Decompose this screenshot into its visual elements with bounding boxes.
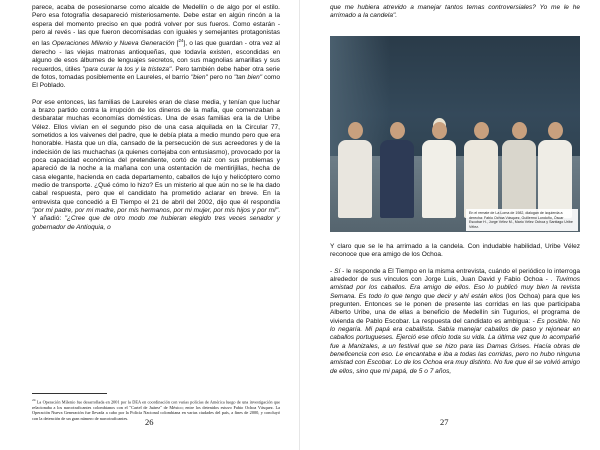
text-run: - le responde a El Tiempo en la misma entrevista, cuándo el periódico lo interroga alrededor de sus vínculos con Jorge Luis, Juan David y Fabio Ochoa - bbox=[330, 267, 581, 284]
left-paragraph-1 bbox=[32, 4, 280, 91]
text-run: "tan bien" bbox=[234, 73, 263, 81]
left-page-body bbox=[32, 4, 280, 232]
text-run: pero no bbox=[207, 73, 235, 81]
text-run: "¿Cree que de otro modo me hubieran elegido tres veces senador y gobernador de Antioquia, o bbox=[32, 215, 280, 231]
text-run: Es posible. No lo negaría. Mi papá era caballista. Sabía manejar caballos de paso y rejonear en caballos portugueses. Ejerció ese oficio toda su vida. La última vez que lo acompañé fue a Manizales, a un festival que se hizo para las Damas Grises. Hacía obras de beneficencia con eso. Le encantaba e iba a todas las corridas, pero no hubo ninguna amistad con Escobar. Lo de los Ochoa era muy distinto. No fue que él se volvió amigo de ellos, sino que mi papá, de 5 o 7 años, bbox=[330, 317, 580, 375]
text-run: "bien" bbox=[190, 73, 208, 81]
text-run: ], o las que guardan - otra vez al derecho - las viejas matronas antioqueñas, que todavía existen, escondidas en alguno de esos álbumes de lenguajes secretos, con sus magnolias amarillas y sus recuerdos, útiles bbox=[32, 40, 280, 73]
photo-caption: En el remate de La Loma de 1982, dialogan de izquierda a derecha: Fabio Ochoa Vásquez, Guillermo Londoño, Óscar Escobar H., Jorge Vélez M., Mario Vélez Ochoa y Santiago Uribe Vélez. bbox=[466, 209, 578, 231]
footnote-divider bbox=[32, 393, 107, 394]
photo-person bbox=[538, 122, 572, 218]
text-run: parece, acaba de posesionarse como alcalde de Medellín o de algo por el estilo. Pero esa fotografía desapareció misteriosamente. Debe estar en algún rincón a la espera del momento preciso en que podrá volver por sus fueros. Como estarán - pero al revés - las que fueron decomisadas con iguales y semejantes protagonistas en las bbox=[32, 4, 280, 48]
text-run: Por ese entonces, las familias de Laureles eran de clase media, y tenían que luchar a brazo partido contra la irrupción de los dineros de la mafia, que comenzaban a desbaratar muchas economías domésticas. Una de esas familias era la de Uribe Vélez. Ellos vivían en el segundo piso de una casa alquilada en la Circular 77, sometidos a los vaivenes del padre, que le debía plata a medio mundo pero que era honorable. Hasta que un día, cansado de la persecución de sus acreedores y de la indecisión de las muchachas (a quienes cortejaba con entusiasmo), provocado por la poca capacidad económica del pretendiente, cortó de raíz con sus problemas y apareció de la noche a la mañana con una ostentación de mentirijillas, hecha de casa elegante, hacienda en cada departamento, caballos de lujo y helicóptero como medio de transporte. ¿Qué cómo lo hizo? Es un misterio al que aún no se le ha dado cabal respuesta, pero que el candidato ha prometido aclarar en breve. En la entrevista que concedió a El Tiempo el 21 de abril del 2002, dijo que él respondía bbox=[32, 98, 280, 206]
text-run: . Y añadió: bbox=[32, 207, 280, 223]
right-page bbox=[300, 0, 600, 450]
text-run: Operaciones Milenio y Nueva Generación bbox=[51, 40, 175, 48]
right-paragraph-1 bbox=[330, 243, 580, 260]
footnote-number: 24 bbox=[32, 398, 36, 402]
text-run: "por mi padre, por mi madre, por mis hermanos, por mi mujer, por mis hijos y por mí" bbox=[32, 207, 279, 215]
left-paragraph-2 bbox=[32, 99, 280, 233]
page-number-right: 27 bbox=[440, 417, 449, 427]
photo-person bbox=[464, 122, 498, 218]
text-run: (los Ochoa) para que les pregunten. Entonces se le ponen de presente las corridas en las que participaba Alberto Uribe, una de ellas a beneficio de Medellín sin Tugurios, el programa de vivienda de Pablo Escobar. La respuesta del candidato es ambigua: - bbox=[330, 292, 580, 325]
page-number-left: 26 bbox=[145, 417, 154, 427]
text-run: Sí bbox=[334, 267, 341, 275]
photo-person bbox=[422, 122, 456, 218]
footnote-ref: 24 bbox=[178, 38, 184, 44]
text-run: "para curar la tos y la tristeza" bbox=[82, 65, 172, 73]
text-run: como El Poblado. bbox=[32, 73, 281, 90]
photo-person bbox=[502, 122, 536, 218]
right-page-body bbox=[330, 243, 580, 376]
right-top-quote: que me hubiera atrevido a manejar tantos temas controversiales? Yo me le he arrimado a la candela". bbox=[330, 4, 580, 20]
text-run: . Pero también debe haber otra serie de fotos, tomadas posiblemente en Laureles, el barrio bbox=[32, 65, 280, 81]
right-paragraph-2 bbox=[330, 268, 580, 376]
group-photo bbox=[330, 36, 580, 232]
photo-person bbox=[380, 122, 414, 218]
photo-person bbox=[338, 122, 372, 218]
footnote-text: La Operación Milenio fue desarrollada en 2001 por la DEA en coordinación con varias policías de América luego de una investigación que relacionaba a los narcotraficantes colombianos con el "Cartel de Juárez" de México; entre los detenidos estuvo Fabio Ochoa Vásquez. La Operación Nueva Generación fue llevada a cabo por la Policía Nacional colombiana en varias ciudades del país, a fines de 2000, y concluyó con la detención de un gran número de narcotraficantes. bbox=[32, 399, 280, 421]
footnote bbox=[32, 398, 280, 421]
text-run: Y claro que se le ha arrimado a la candela. Con indudable habilidad, Uribe Vélez reconoce que era amigo de los Ochoa. bbox=[330, 243, 580, 259]
text-run: . Tuvimos amistad por los caballos. Era amigo de ellos. Eso lo publicó muy bien la revista Semana. Es todo lo que tengo que decir y ahí están ellos bbox=[330, 276, 580, 300]
text-run: [ bbox=[174, 40, 179, 48]
text-run: - bbox=[330, 267, 335, 275]
